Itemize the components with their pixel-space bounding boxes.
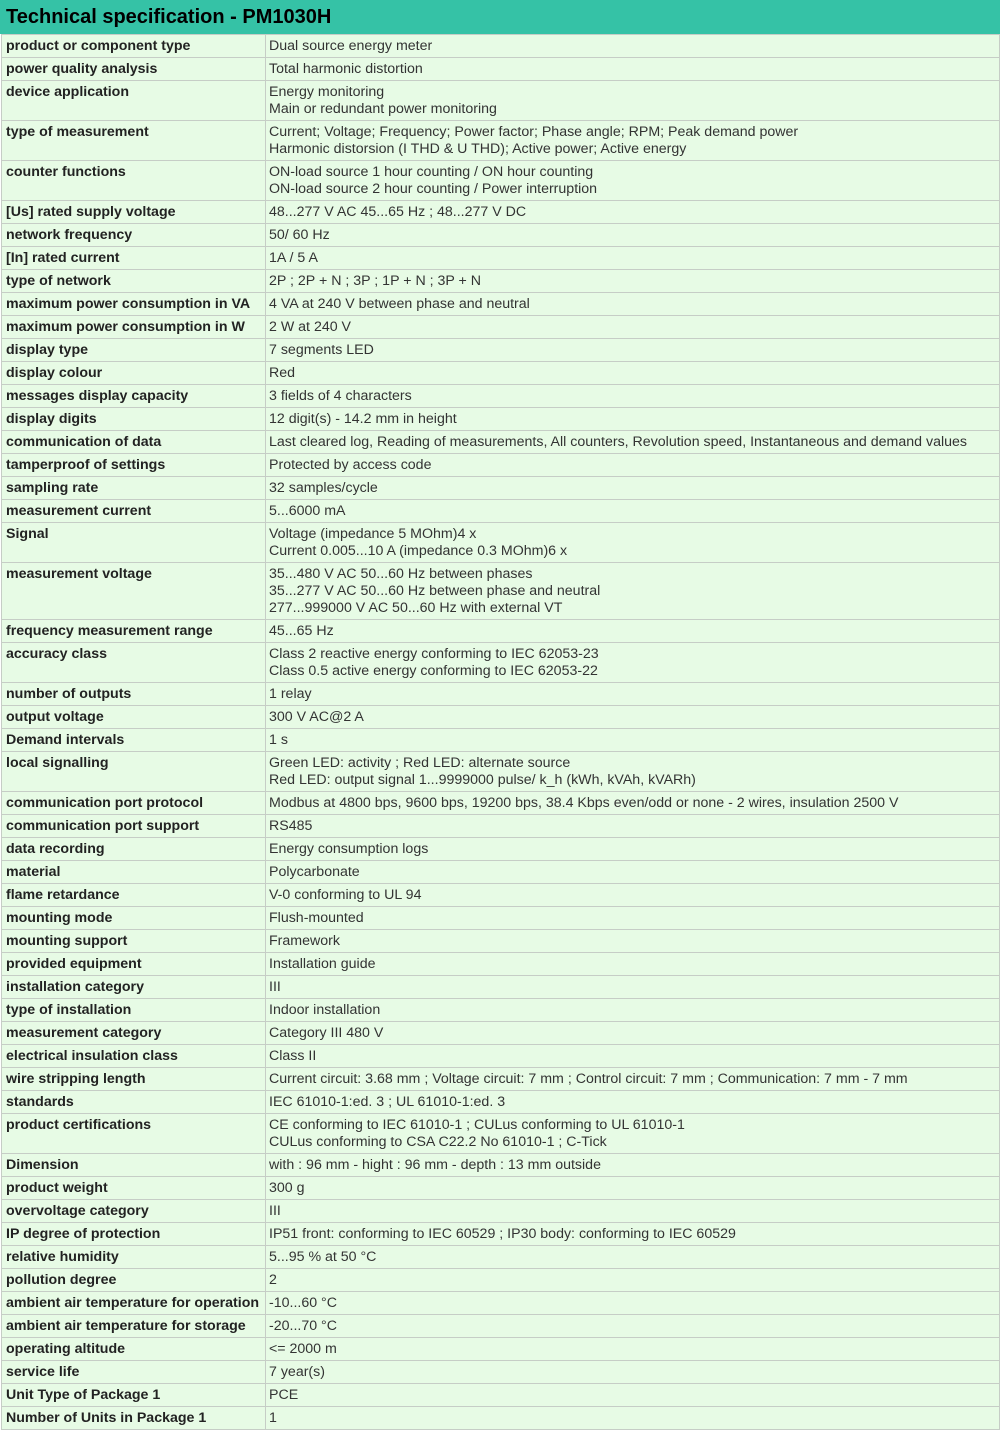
spec-row xyxy=(2,81,1000,121)
spec-value xyxy=(266,1338,1000,1361)
spec-value-line: ON-load source 2 hour counting / Power interruption xyxy=(269,181,598,197)
spec-row xyxy=(2,385,1000,408)
spec-value xyxy=(266,270,1000,293)
spec-value-line: 2 xyxy=(269,1272,277,1288)
spec-label: measurement voltage xyxy=(2,563,266,620)
spec-value xyxy=(266,976,1000,999)
spec-label: flame retardance xyxy=(2,884,266,907)
spec-label: type of installation xyxy=(2,999,266,1022)
spec-value xyxy=(266,838,1000,861)
spec-row xyxy=(2,1269,1000,1292)
spec-row xyxy=(2,247,1000,270)
spec-value-line: with : 96 mm - hight : 96 mm - depth : 13 mm outside xyxy=(269,1157,601,1173)
spec-value-line: 1 relay xyxy=(269,686,312,702)
spec-value-line: 5...95 % at 50 °C xyxy=(269,1249,377,1265)
spec-row xyxy=(2,1091,1000,1114)
spec-value-line: Category III 480 V xyxy=(269,1025,384,1041)
spec-value xyxy=(266,861,1000,884)
spec-value xyxy=(266,683,1000,706)
spec-row xyxy=(2,706,1000,729)
spec-value xyxy=(266,1384,1000,1407)
spec-value-line: Main or redundant power monitoring xyxy=(269,101,497,117)
spec-value-line: Installation guide xyxy=(269,956,376,972)
spec-value-line: ON-load source 1 hour counting / ON hour counting xyxy=(269,164,594,180)
spec-label: product weight xyxy=(2,1177,266,1200)
spec-row xyxy=(2,339,1000,362)
spec-value xyxy=(266,563,1000,620)
spec-value xyxy=(266,815,1000,838)
spec-value xyxy=(266,58,1000,81)
spec-label: communication port support xyxy=(2,815,266,838)
spec-row xyxy=(2,431,1000,454)
spec-value-line: Flush-mounted xyxy=(269,910,364,926)
spec-label: maximum power consumption in W xyxy=(2,316,266,339)
spec-row xyxy=(2,1223,1000,1246)
spec-value xyxy=(266,201,1000,224)
spec-label: Number of Units in Package 1 xyxy=(2,1407,266,1430)
spec-value-line: 277...999000 V AC 50...60 Hz with external VT xyxy=(269,600,563,616)
spec-row xyxy=(2,1315,1000,1338)
spec-label: device application xyxy=(2,81,266,121)
spec-row xyxy=(2,1022,1000,1045)
spec-value xyxy=(266,81,1000,121)
spec-value xyxy=(266,1361,1000,1384)
spec-value xyxy=(266,1223,1000,1246)
spec-value-line: III xyxy=(269,1203,281,1219)
spec-row xyxy=(2,815,1000,838)
spec-label: IP degree of protection xyxy=(2,1223,266,1246)
spec-row xyxy=(2,408,1000,431)
spec-row xyxy=(2,1154,1000,1177)
spec-value-line: Polycarbonate xyxy=(269,864,360,880)
spec-row xyxy=(2,792,1000,815)
spec-label: Unit Type of Package 1 xyxy=(2,1384,266,1407)
spec-value-line: Current; Voltage; Frequency; Power factor; Phase angle; RPM; Peak demand power xyxy=(269,124,799,140)
spec-row xyxy=(2,35,1000,58)
spec-value-line: 1 xyxy=(269,1410,277,1426)
spec-value xyxy=(266,752,1000,792)
spec-row xyxy=(2,683,1000,706)
spec-value-line: Energy consumption logs xyxy=(269,841,429,857)
spec-value xyxy=(266,1114,1000,1154)
spec-value-line: Class 2 reactive energy conforming to IEC 62053-23 xyxy=(269,646,599,662)
spec-value-line: IEC 61010-1:ed. 3 ; UL 61010-1:ed. 3 xyxy=(269,1094,506,1110)
spec-value-line: IP51 front: conforming to IEC 60529 ; IP30 body: conforming to IEC 60529 xyxy=(269,1226,736,1242)
spec-label: mounting mode xyxy=(2,907,266,930)
spec-row xyxy=(2,477,1000,500)
spec-row xyxy=(2,224,1000,247)
spec-label: local signalling xyxy=(2,752,266,792)
spec-label: [Us] rated supply voltage xyxy=(2,201,266,224)
spec-value-line: Red LED: output signal 1...9999000 pulse/ k_h (kWh, kVAh, kVARh) xyxy=(269,772,696,788)
spec-value-line: Current 0.005...10 A (impedance 0.3 MOhm)6 x xyxy=(269,543,568,559)
spec-value-line: CE conforming to IEC 61010-1 ; CULus conforming to UL 61010-1 xyxy=(269,1117,685,1133)
spec-row xyxy=(2,884,1000,907)
spec-label: type of network xyxy=(2,270,266,293)
spec-value-line: -10...60 °C xyxy=(269,1295,337,1311)
spec-value-line: 7 segments LED xyxy=(269,342,374,358)
spec-label: installation category xyxy=(2,976,266,999)
spec-value-line: -20...70 °C xyxy=(269,1318,337,1334)
spec-label: standards xyxy=(2,1091,266,1114)
spec-value xyxy=(266,1177,1000,1200)
spec-value-line: 4 VA at 240 V between phase and neutral xyxy=(269,296,530,312)
spec-value-line: Current circuit: 3.68 mm ; Voltage circuit: 7 mm ; Control circuit: 7 mm ; Communication: 7 mm - 7 mm xyxy=(269,1071,908,1087)
spec-value-line: Red xyxy=(269,365,296,381)
spec-label: measurement current xyxy=(2,500,266,523)
spec-value xyxy=(266,1022,1000,1045)
spec-value xyxy=(266,999,1000,1022)
spec-value xyxy=(266,385,1000,408)
spec-value-line: Total harmonic distortion xyxy=(269,61,423,77)
spec-value-line: Voltage (impedance 5 MOhm)4 x xyxy=(269,526,477,542)
spec-row xyxy=(2,1292,1000,1315)
spec-value xyxy=(266,477,1000,500)
spec-value xyxy=(266,35,1000,58)
spec-value-line: Dual source energy meter xyxy=(269,38,433,54)
spec-value xyxy=(266,1045,1000,1068)
spec-label: sampling rate xyxy=(2,477,266,500)
spec-label: relative humidity xyxy=(2,1246,266,1269)
spec-label: material xyxy=(2,861,266,884)
spec-label: display colour xyxy=(2,362,266,385)
spec-row xyxy=(2,752,1000,792)
spec-value-line: Protected by access code xyxy=(269,457,432,473)
spec-label: number of outputs xyxy=(2,683,266,706)
spec-label: measurement category xyxy=(2,1022,266,1045)
spec-row xyxy=(2,563,1000,620)
spec-value-line: 1A / 5 A xyxy=(269,250,318,266)
spec-row xyxy=(2,1068,1000,1091)
spec-value-line: 48...277 V AC 45...65 Hz ; 48...277 V DC xyxy=(269,204,527,220)
spec-value-line: <= 2000 m xyxy=(269,1341,337,1357)
spec-row xyxy=(2,729,1000,752)
spec-row xyxy=(2,1177,1000,1200)
spec-value xyxy=(266,247,1000,270)
spec-label: ambient air temperature for operation xyxy=(2,1292,266,1315)
spec-label: maximum power consumption in VA xyxy=(2,293,266,316)
spec-value-line: 7 year(s) xyxy=(269,1364,325,1380)
spec-label: data recording xyxy=(2,838,266,861)
page-title: Technical specification - PM1030H xyxy=(0,0,1000,34)
spec-value xyxy=(266,523,1000,563)
spec-row xyxy=(2,523,1000,563)
spec-label: network frequency xyxy=(2,224,266,247)
spec-value-line: 5...6000 mA xyxy=(269,503,346,519)
spec-value-line: 2P ; 2P + N ; 3P ; 1P + N ; 3P + N xyxy=(269,273,482,289)
spec-label: product or component type xyxy=(2,35,266,58)
spec-row xyxy=(2,976,1000,999)
spec-value-line: CULus conforming to CSA C22.2 No 61010-1 ; C-Tick xyxy=(269,1134,607,1150)
spec-value xyxy=(266,907,1000,930)
spec-row xyxy=(2,161,1000,201)
spec-label: messages display capacity xyxy=(2,385,266,408)
spec-value xyxy=(266,224,1000,247)
spec-label: type of measurement xyxy=(2,121,266,161)
spec-value-line: Class II xyxy=(269,1048,317,1064)
spec-label: pollution degree xyxy=(2,1269,266,1292)
spec-table xyxy=(1,34,1000,1430)
spec-value xyxy=(266,792,1000,815)
spec-label: accuracy class xyxy=(2,643,266,683)
spec-label: Demand intervals xyxy=(2,729,266,752)
spec-row xyxy=(2,1246,1000,1269)
spec-row xyxy=(2,907,1000,930)
spec-value xyxy=(266,339,1000,362)
spec-row xyxy=(2,316,1000,339)
spec-value-line: Framework xyxy=(269,933,340,949)
spec-row xyxy=(2,1384,1000,1407)
spec-value xyxy=(266,884,1000,907)
spec-value-line: 300 V AC@2 A xyxy=(269,709,364,725)
spec-row xyxy=(2,293,1000,316)
spec-row xyxy=(2,953,1000,976)
spec-value-line: V-0 conforming to UL 94 xyxy=(269,887,422,903)
spec-value xyxy=(266,1315,1000,1338)
spec-value-line: 32 samples/cycle xyxy=(269,480,378,496)
spec-row xyxy=(2,1114,1000,1154)
spec-value xyxy=(266,408,1000,431)
spec-label: Signal xyxy=(2,523,266,563)
spec-value-line: Green LED: activity ; Red LED: alternate source xyxy=(269,755,571,771)
spec-label: overvoltage category xyxy=(2,1200,266,1223)
spec-label: product certifications xyxy=(2,1114,266,1154)
spec-row xyxy=(2,1045,1000,1068)
spec-label: mounting support xyxy=(2,930,266,953)
spec-value xyxy=(266,161,1000,201)
spec-row xyxy=(2,454,1000,477)
spec-value-line: 50/ 60 Hz xyxy=(269,227,330,243)
spec-value xyxy=(266,1200,1000,1223)
spec-value-line: RS485 xyxy=(269,818,313,834)
spec-value xyxy=(266,454,1000,477)
spec-label: electrical insulation class xyxy=(2,1045,266,1068)
spec-value xyxy=(266,121,1000,161)
spec-label: ambient air temperature for storage xyxy=(2,1315,266,1338)
spec-row xyxy=(2,1361,1000,1384)
spec-value-line: Energy monitoring xyxy=(269,84,385,100)
spec-row xyxy=(2,362,1000,385)
spec-label: counter functions xyxy=(2,161,266,201)
spec-table-body xyxy=(2,35,1000,1430)
spec-value-line: 1 s xyxy=(269,732,288,748)
spec-row xyxy=(2,1407,1000,1430)
spec-value xyxy=(266,643,1000,683)
spec-value xyxy=(266,706,1000,729)
spec-label: wire stripping length xyxy=(2,1068,266,1091)
spec-value xyxy=(266,1246,1000,1269)
spec-label: operating altitude xyxy=(2,1338,266,1361)
spec-value-line: 300 g xyxy=(269,1180,305,1196)
spec-value-line: 2 W at 240 V xyxy=(269,319,352,335)
spec-value-line: Class 0.5 active energy conforming to IEC 62053-22 xyxy=(269,663,598,679)
spec-label: output voltage xyxy=(2,706,266,729)
spec-value xyxy=(266,953,1000,976)
spec-row xyxy=(2,500,1000,523)
spec-value xyxy=(266,1091,1000,1114)
spec-value xyxy=(266,1154,1000,1177)
spec-value xyxy=(266,620,1000,643)
spec-label: display type xyxy=(2,339,266,362)
spec-label: [In] rated current xyxy=(2,247,266,270)
spec-label: display digits xyxy=(2,408,266,431)
spec-value xyxy=(266,1407,1000,1430)
spec-value xyxy=(266,1292,1000,1315)
spec-row xyxy=(2,838,1000,861)
spec-value-line: 12 digit(s) - 14.2 mm in height xyxy=(269,411,457,427)
spec-row xyxy=(2,620,1000,643)
spec-row xyxy=(2,643,1000,683)
spec-value xyxy=(266,930,1000,953)
spec-value xyxy=(266,1068,1000,1091)
spec-value-line: III xyxy=(269,979,281,995)
spec-value-line: 45...65 Hz xyxy=(269,623,334,639)
spec-label: power quality analysis xyxy=(2,58,266,81)
spec-value xyxy=(266,316,1000,339)
spec-value xyxy=(266,1269,1000,1292)
spec-row xyxy=(2,270,1000,293)
spec-row xyxy=(2,201,1000,224)
spec-value-line: 3 fields of 4 characters xyxy=(269,388,412,404)
spec-row xyxy=(2,999,1000,1022)
spec-label: communication port protocol xyxy=(2,792,266,815)
spec-label: tamperproof of settings xyxy=(2,454,266,477)
spec-value-line: PCE xyxy=(269,1387,299,1403)
spec-label: Dimension xyxy=(2,1154,266,1177)
spec-value xyxy=(266,500,1000,523)
spec-row xyxy=(2,861,1000,884)
spec-label: frequency measurement range xyxy=(2,620,266,643)
spec-label: communication of data xyxy=(2,431,266,454)
spec-value-line: 35...277 V AC 50...60 Hz between phase and neutral xyxy=(269,583,601,599)
spec-row xyxy=(2,1200,1000,1223)
spec-value xyxy=(266,362,1000,385)
spec-label: service life xyxy=(2,1361,266,1384)
spec-row xyxy=(2,930,1000,953)
spec-value xyxy=(266,293,1000,316)
spec-value-line: Harmonic distorsion (I THD & U THD); Active power; Active energy xyxy=(269,141,687,157)
spec-value-line: Modbus at 4800 bps, 9600 bps, 19200 bps, 38.4 Kbps even/odd or none - 2 wires, insulation 2500 V xyxy=(269,795,899,811)
spec-value-line: Indoor installation xyxy=(269,1002,381,1018)
spec-value xyxy=(266,431,1000,454)
spec-row xyxy=(2,58,1000,81)
spec-row xyxy=(2,1338,1000,1361)
spec-label: provided equipment xyxy=(2,953,266,976)
spec-row xyxy=(2,121,1000,161)
spec-value xyxy=(266,729,1000,752)
spec-value-line: Last cleared log, Reading of measurements, All counters, Revolution speed, Instantaneous and demand values xyxy=(269,434,967,450)
spec-value-line: 35...480 V AC 50...60 Hz between phases xyxy=(269,566,533,582)
